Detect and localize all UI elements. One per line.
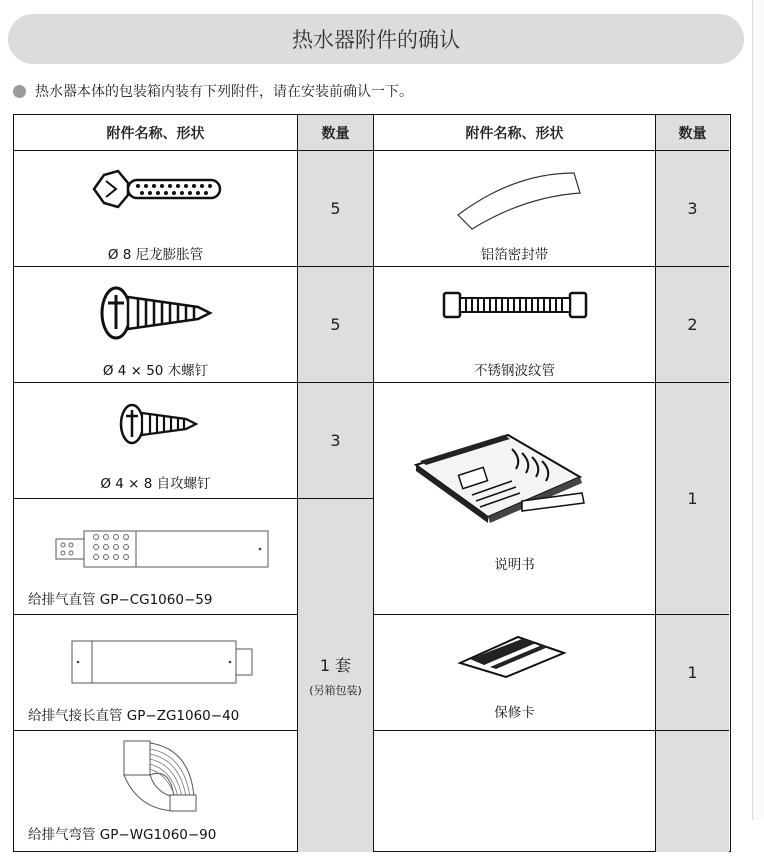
left-item-1 [14,151,298,267]
header-left-qty [298,115,374,151]
left-qty-3 [298,383,374,499]
left-item-6-label: 给排气弯管 GP−WG1060−90 [28,827,217,843]
right-item-4 [374,615,656,731]
left-qty-3-value: 3 [330,431,341,450]
wood-screw-icon [98,283,214,343]
right-item-1 [374,151,656,267]
intro-text: 热水器本体的包装箱内装有下列附件，请在安装前确认一下。 [35,84,413,100]
right-item-4-label: 保修卡 [494,705,535,721]
left-item-3 [14,383,298,499]
accessory-table [13,114,731,852]
header-left-name [14,115,298,151]
header-left-name-text: 附件名称、形状 [106,125,205,142]
page-title-text: 热水器附件的确认 [292,28,460,52]
left-item-6 [14,731,298,852]
tapping-screw-icon [118,401,198,447]
bullet-icon [13,85,26,98]
right-item-3 [374,383,656,615]
left-item-4 [14,499,298,615]
header-right-qty-text: 数量 [678,125,707,142]
left-item-5-label: 给排气接长直管 GP−ZG1060−40 [28,708,240,724]
right-qty-4 [656,615,729,731]
foil-tape-icon [454,169,584,231]
right-empty-cell [374,731,656,852]
left-set-qty [298,499,374,852]
manual-book-icon [412,431,588,527]
left-set-qty-note: (另箱包装) [309,684,362,697]
header-right-name-text: 附件名称、形状 [465,125,564,142]
left-item-2-label: Ø 4 × 50 木螺钉 [102,363,209,379]
left-qty-2-value: 5 [330,315,341,334]
straight-pipe-icon [54,527,270,571]
right-qty-1-value: 3 [687,199,698,218]
extension-pipe-icon [70,637,256,687]
right-item-3-label: 说明书 [494,557,535,573]
left-qty-2 [298,267,374,383]
right-empty-qty [656,731,729,852]
left-item-4-label: 给排气直管 GP−CG1060−59 [28,592,213,608]
left-set-qty-value: 1 套 [319,656,352,675]
right-item-2-label: 不锈钢波纹管 [474,363,555,379]
right-qty-2-value: 2 [687,315,698,334]
warranty-card-icon [456,631,568,679]
right-qty-3 [656,383,729,615]
intro-line [13,80,413,102]
right-qty-4-value: 1 [687,663,698,682]
nylon-anchor-icon [88,167,224,211]
left-item-1-label: Ø 8 尼龙膨胀管 [107,247,204,263]
scrollbar-track[interactable] [752,0,764,820]
right-qty-1 [656,151,729,267]
elbow-pipe-icon [120,737,200,815]
header-left-qty-text: 数量 [321,125,350,142]
left-qty-1 [298,151,374,267]
page-title [8,14,744,64]
right-item-1-label: 铝箔密封带 [480,247,549,263]
right-qty-3-value: 1 [687,489,698,508]
left-item-2 [14,267,298,383]
right-item-2 [374,267,656,383]
corrugated-hose-icon [442,289,588,321]
header-right-name [374,115,656,151]
right-qty-2 [656,267,729,383]
left-item-3-label: Ø 4 × 8 自攻螺钉 [100,476,211,492]
header-right-qty [656,115,729,151]
left-qty-1-value: 5 [330,199,341,218]
left-item-5 [14,615,298,731]
